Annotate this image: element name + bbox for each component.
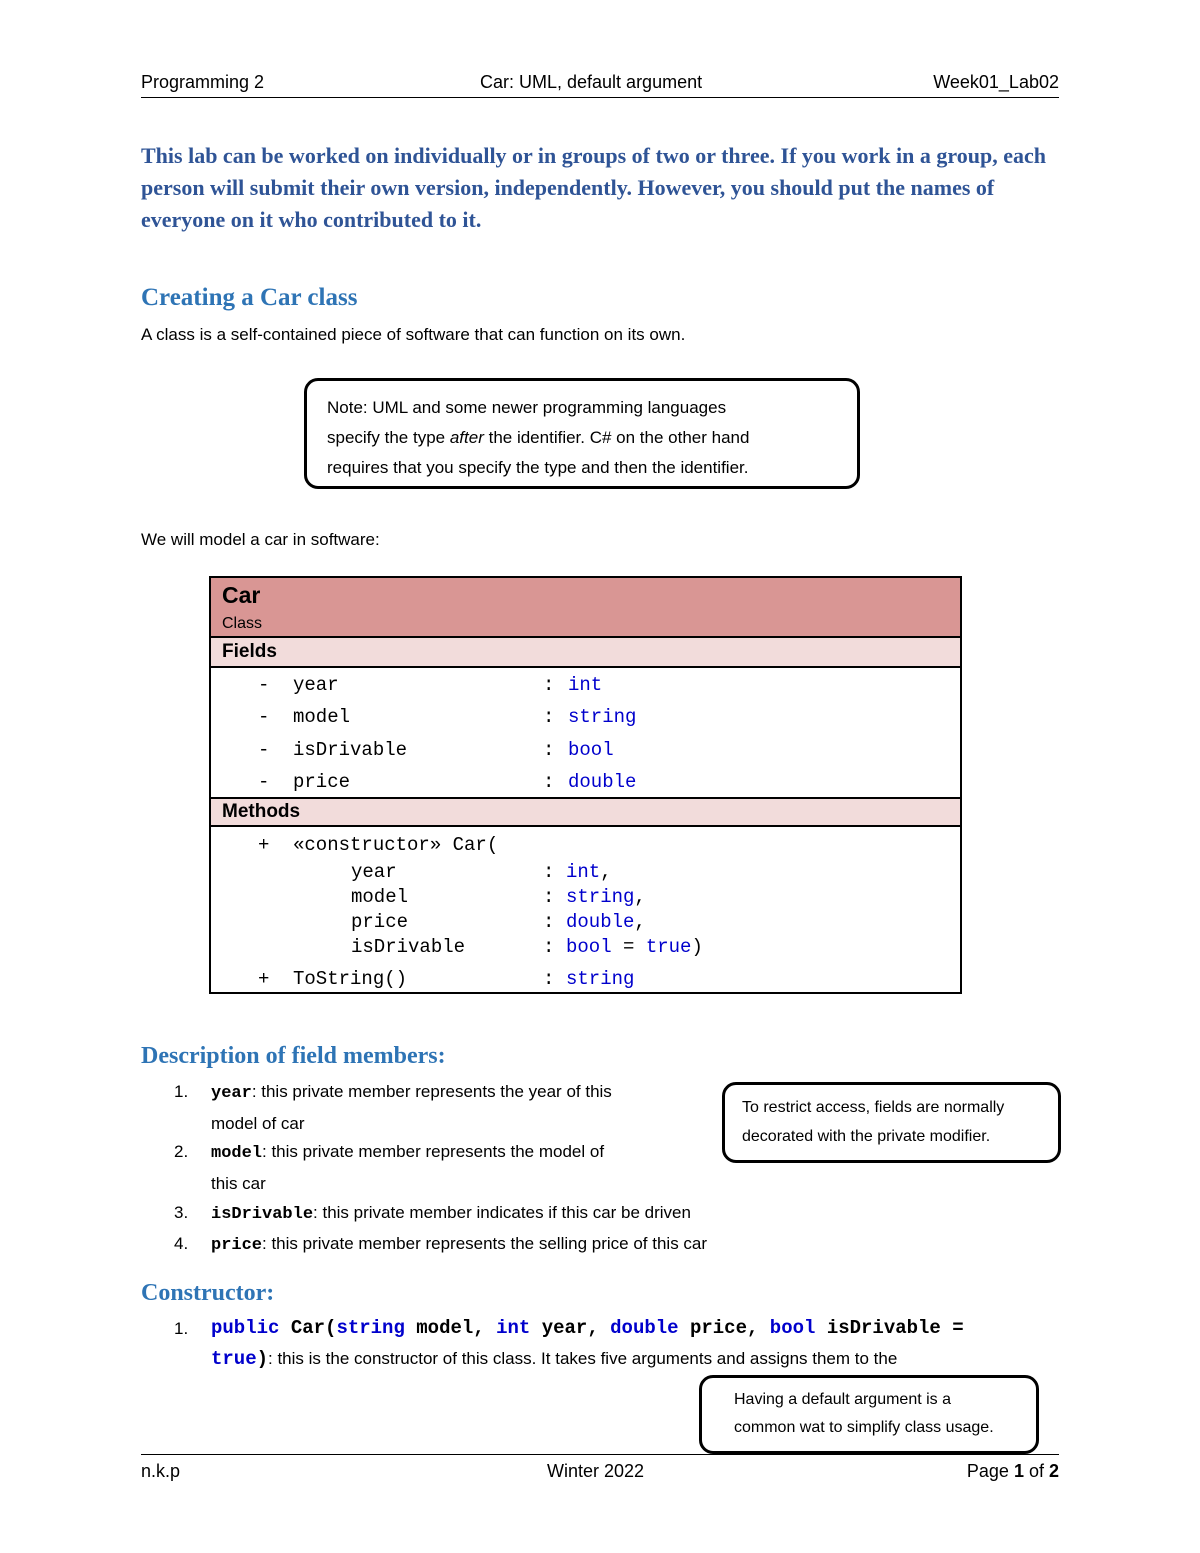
tostring-colon: : (543, 968, 555, 990)
constructor-signature: public Car(string model, int year, double price, bool isDrivable = (211, 1317, 964, 1339)
footer-center: Winter 2022 (547, 1461, 645, 1481)
ctor-signature: «constructor» Car( (293, 834, 499, 856)
list-number: 1. (174, 1082, 189, 1101)
note-callout-private (722, 1082, 1061, 1163)
section-title-constructor: Constructor: (141, 1280, 275, 1306)
ctor-param-name: isDrivable (351, 936, 466, 958)
uml-class-header (211, 578, 960, 638)
uml-fields-bar (211, 638, 960, 668)
ctor-param-colon: : (543, 886, 555, 908)
header-left: Programming 2 (141, 72, 265, 92)
ctor-param-name: year (351, 861, 397, 883)
section-title-creating: Creating a Car class (141, 284, 358, 311)
ctor-param-name: model (351, 886, 409, 908)
note-line-1: Note: UML and some newer programming languages (327, 398, 727, 417)
uml-fields-label: Fields (222, 641, 277, 662)
constructor-description: true): this is the constructor of this class. It takes five arguments and assigns them to the (211, 1348, 898, 1370)
intro-paragraph: This lab can be worked on individually or in groups of two or three. If you work in a group, each person will submit their own version, independently. However, you should put the names of everyone on it who contributed to it. (141, 143, 1046, 232)
ctor-param-colon: : (543, 861, 555, 883)
uml-methods-label: Methods (222, 801, 301, 822)
list-item: year: this private member represents the year of this model of car (211, 1082, 612, 1133)
ctor-param-type: bool = true) (566, 936, 703, 958)
section-text-creating: A class is a self-contained piece of software that can function on its own. (141, 325, 686, 344)
tostring-type: string (566, 968, 635, 990)
field-name: year (293, 674, 339, 696)
field-colon: : (543, 674, 555, 696)
note-callout-uml (304, 378, 860, 489)
uml-class-name: Car (222, 582, 261, 608)
field-name: price (293, 771, 351, 793)
field-vis: - (258, 674, 270, 696)
footer-rule (141, 1454, 1059, 1455)
note3-line-2: common wat to simplify class usage. (734, 1419, 994, 1436)
note-callout-default (699, 1375, 1039, 1454)
list-item: model: this private member represents the model of this car (211, 1142, 605, 1193)
field-vis: - (258, 739, 270, 761)
uml-class-kind: Class (222, 615, 263, 632)
note2-line-2: decorated with the private modifier. (742, 1128, 991, 1145)
list-number: 2. (174, 1142, 189, 1161)
ctor-param-colon: : (543, 911, 555, 933)
ctor-param-name: price (351, 911, 409, 933)
ctor-param-type: double, (566, 911, 646, 933)
ctor-param-colon: : (543, 936, 555, 958)
note2-line-1: To restrict access, fields are normally (742, 1099, 1005, 1116)
list-number: 4. (174, 1234, 189, 1253)
ctor-vis: + (258, 834, 270, 856)
note3-line-1: Having a default argument is a (734, 1391, 952, 1408)
footer-left: n.k.p (141, 1461, 181, 1481)
field-name: isDrivable (293, 739, 408, 761)
field-type: bool (568, 739, 614, 761)
tostring-name: ToString() (293, 968, 408, 990)
list-item: price: this private member represents the selling price of this car (211, 1234, 708, 1255)
section-title-fields: Description of field members: (141, 1043, 446, 1069)
field-colon: : (543, 739, 555, 761)
footer-page-number: Page 1 of 2 (966, 1461, 1059, 1481)
field-type: int (568, 674, 603, 696)
uml-methods-bar (211, 797, 960, 827)
header-rule (141, 97, 1059, 98)
model-intro-text: We will model a car in software: (141, 530, 380, 549)
ctor-param-type: int, (566, 861, 612, 883)
list-number: 1. (174, 1319, 189, 1338)
field-name: model (293, 706, 351, 728)
tostring-vis: + (258, 968, 270, 990)
note-line-3: requires that you specify the type and then the identifier. (327, 458, 749, 477)
header-center: Car: UML, default argument (480, 72, 703, 92)
field-vis: - (258, 771, 270, 793)
list-item: isDrivable: this private member indicates if this car be driven (211, 1203, 691, 1224)
ctor-param-type: string, (566, 886, 646, 908)
header-right: Week01_Lab02 (933, 72, 1059, 92)
list-number: 3. (174, 1203, 189, 1222)
field-vis: - (258, 706, 270, 728)
field-type: double (568, 771, 637, 793)
field-colon: : (543, 706, 555, 728)
field-colon: : (543, 771, 555, 793)
field-type: string (568, 706, 637, 728)
uml-class-diagram (209, 576, 962, 994)
note-line-2: specify the type after the identifier. C# on the other hand (327, 428, 750, 447)
